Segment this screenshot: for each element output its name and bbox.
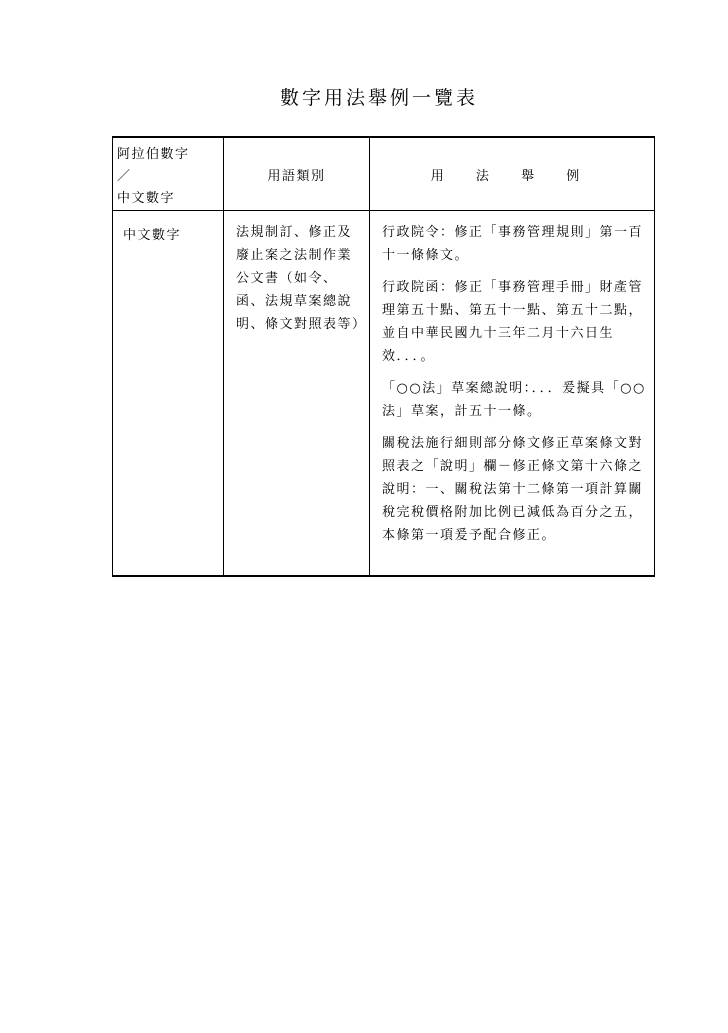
header-examples: 用 法 舉 例 xyxy=(370,137,655,211)
header-number-type xyxy=(113,137,224,211)
example-item: 「○○法」草案總說明：．．．爰擬具「○○法」草案，計五十一條。 xyxy=(382,381,646,419)
cell-examples xyxy=(370,211,655,577)
example-item: 行政院令：修正「事務管理規則」第一百十一條條文。 xyxy=(382,225,644,263)
header-category: 用語類別 xyxy=(224,137,370,211)
cell-category: 法規制訂、修正及廢止案之法制作業公文書（如令、函、法規草案總說明、條文對照表等） xyxy=(224,211,370,577)
table-header-row xyxy=(113,137,655,211)
page-title: 數字用法舉例一覽表 xyxy=(279,87,478,109)
table-row xyxy=(113,211,655,577)
number-usage-table xyxy=(112,136,655,577)
example-item: 關稅法施行細則部分條文修正草案條文對照表之「說明」欄－修正條文第十六條之說明：一、關稅法第十二條第一項計算關稅完稅價格附加比例已減低為百分之五，本條第一項爰予配合修正。 xyxy=(382,436,644,543)
cell-number-type: 中文數字 xyxy=(113,211,224,577)
header-number-type-line3: 中文數字 xyxy=(117,191,176,206)
example-item: 行政院函：修正「事務管理手冊」財產管理第五十點、第五十一點、第五十二點，並自中華民國九十三年二月十六日生效．．．。 xyxy=(382,280,644,364)
header-number-type-line2: ／ xyxy=(117,169,132,184)
header-number-type-line1: 阿拉伯數字 xyxy=(117,147,190,162)
